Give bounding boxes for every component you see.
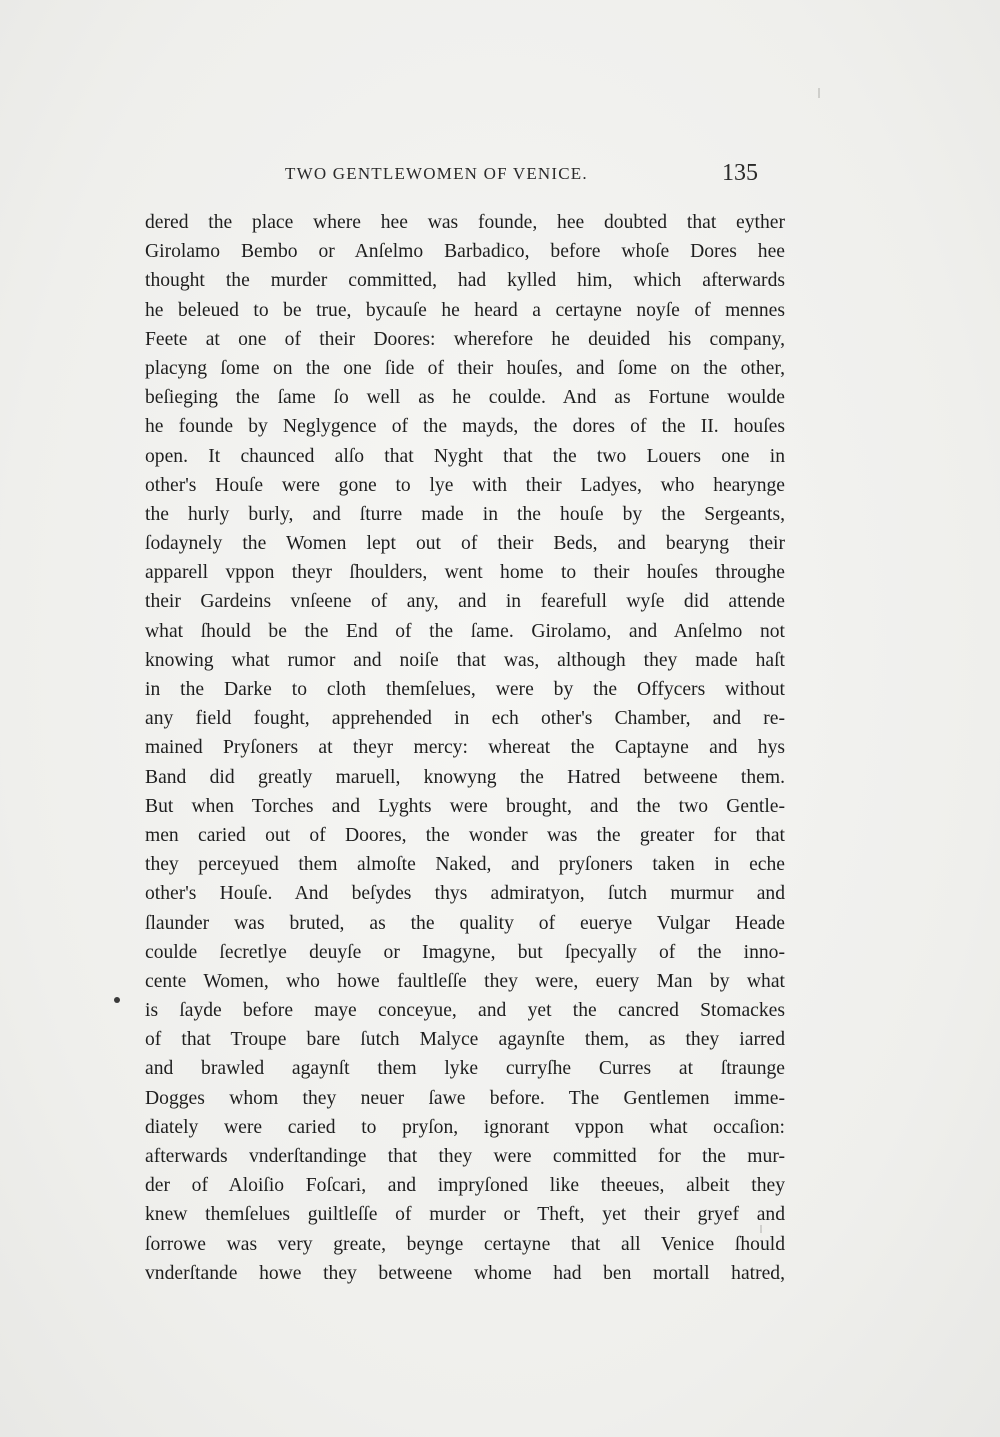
text-line: and brawled agaynſt them lyke curryſhe Curres at ſtraunge [145, 1058, 785, 1080]
text-line: ſlaunder was bruted, as the quality of euerye Vulgar Heade [145, 912, 785, 934]
text-line: in the Darke to cloth themſelues, were by the Offycers without [145, 679, 785, 700]
text-line: their Gardeins vnſeene of any, and in fearefull wyſe did attende [145, 591, 785, 613]
text-line: men caried out of Doores, the wonder was the greater for that [145, 824, 785, 846]
text-line: ſorrowe was very greate, beynge certayne that all Venice ſhould [145, 1233, 785, 1255]
text-line: der of Aloiſio Foſcari, and impryſoned like theeues, albeit they [145, 1175, 785, 1197]
text-line: cente Women, who howe faultleſſe they were, euery Man by what [145, 970, 785, 992]
text-line: thought the murder committed, had kylled him, which afterwards [145, 270, 785, 292]
text-line: But when Torches and Lyghts were brought, and the two Gentle- [145, 795, 785, 817]
text-line: apparell vppon theyr ſhoulders, went home to their houſes throughe [145, 562, 785, 584]
running-head [0, 160, 1000, 190]
text-line: placyng ſome on the one ſide of their houſes, and ſome on the other, [145, 357, 785, 379]
text-line: knew themſelues guiltleſſe of murder or Theft, yet their gryef and [145, 1204, 785, 1226]
text-line: dered the place where hee was founde, hee doubted that eyther [145, 212, 785, 233]
margin-dot-mark [114, 997, 120, 1003]
text-line: is ſayde before maye conceyue, and yet the cancred Stomackes [145, 1000, 785, 1022]
text-line: diately were caried to pryſon, ignorant vppon what occaſion: [145, 1116, 785, 1138]
text-line: the hurly burly, and ſturre made in the houſe by the Sergeants, [145, 503, 785, 525]
text-line: Dogges whom they neuer ſawe before. The Gentlemen imme- [145, 1087, 785, 1109]
text-line: Girolamo Bembo or Anſelmo Barbadico, before whoſe Dores hee [145, 241, 785, 263]
text-line: he founde by Neglygence of the mayds, the dores of the II. houſes [145, 416, 785, 438]
text-line: what ſhould be the End of the ſame. Girolamo, and Anſelmo not [145, 620, 785, 642]
text-line: they perceyued them almoſte Naked, and pryſoners taken in eche [145, 854, 785, 876]
paper-speck [818, 88, 820, 98]
text-line: ſodaynely the Women lept out of their Beds, and bearyng their [145, 533, 785, 555]
text-line: Band did greatly maruell, knowyng the Hatred betweene them. [145, 766, 785, 788]
text-line: Feete at one of their Doores: wherefore he deuided his company, [145, 328, 785, 350]
text-line: other's Houſe were gone to lye with their Ladyes, who hearynge [145, 474, 785, 496]
text-line: vnderſtande howe they betweene whome had ben mortall hatred, [145, 1262, 785, 1284]
text-line: knowing what rumor and noiſe that was, although they made haſt [145, 649, 785, 671]
paper-speck [760, 1225, 762, 1233]
text-line: beſieging the ſame ſo well as he coulde. And as Fortune woulde [145, 387, 785, 409]
page-number: 135 [722, 160, 758, 186]
body-text [145, 208, 785, 1288]
text-line: coulde ſecretlye deuyſe or Imagyne, but ſpecyally of the inno- [145, 941, 785, 963]
text-line: open. It chaunced alſo that Nyght that the two Louers one in [145, 445, 785, 467]
text-line: other's Houſe. And beſydes thys admiratyon, ſutch murmur and [145, 883, 785, 905]
text-line: afterwards vnderſtandinge that they were committed for the mur- [145, 1146, 785, 1167]
running-title: TWO GENTLEWOMEN OF VENICE. [285, 164, 588, 183]
text-line: of that Troupe bare ſutch Malyce agaynſte them, as they iarred [145, 1029, 785, 1051]
text-line: mained Pryſoners at theyr mercy: whereat the Captayne and hys [145, 737, 785, 759]
text-line: any field fought, apprehended in ech other's Chamber, and re- [145, 708, 785, 730]
text-line: he beleued to be true, bycauſe he heard a certayne noyſe of mennes [145, 299, 785, 321]
